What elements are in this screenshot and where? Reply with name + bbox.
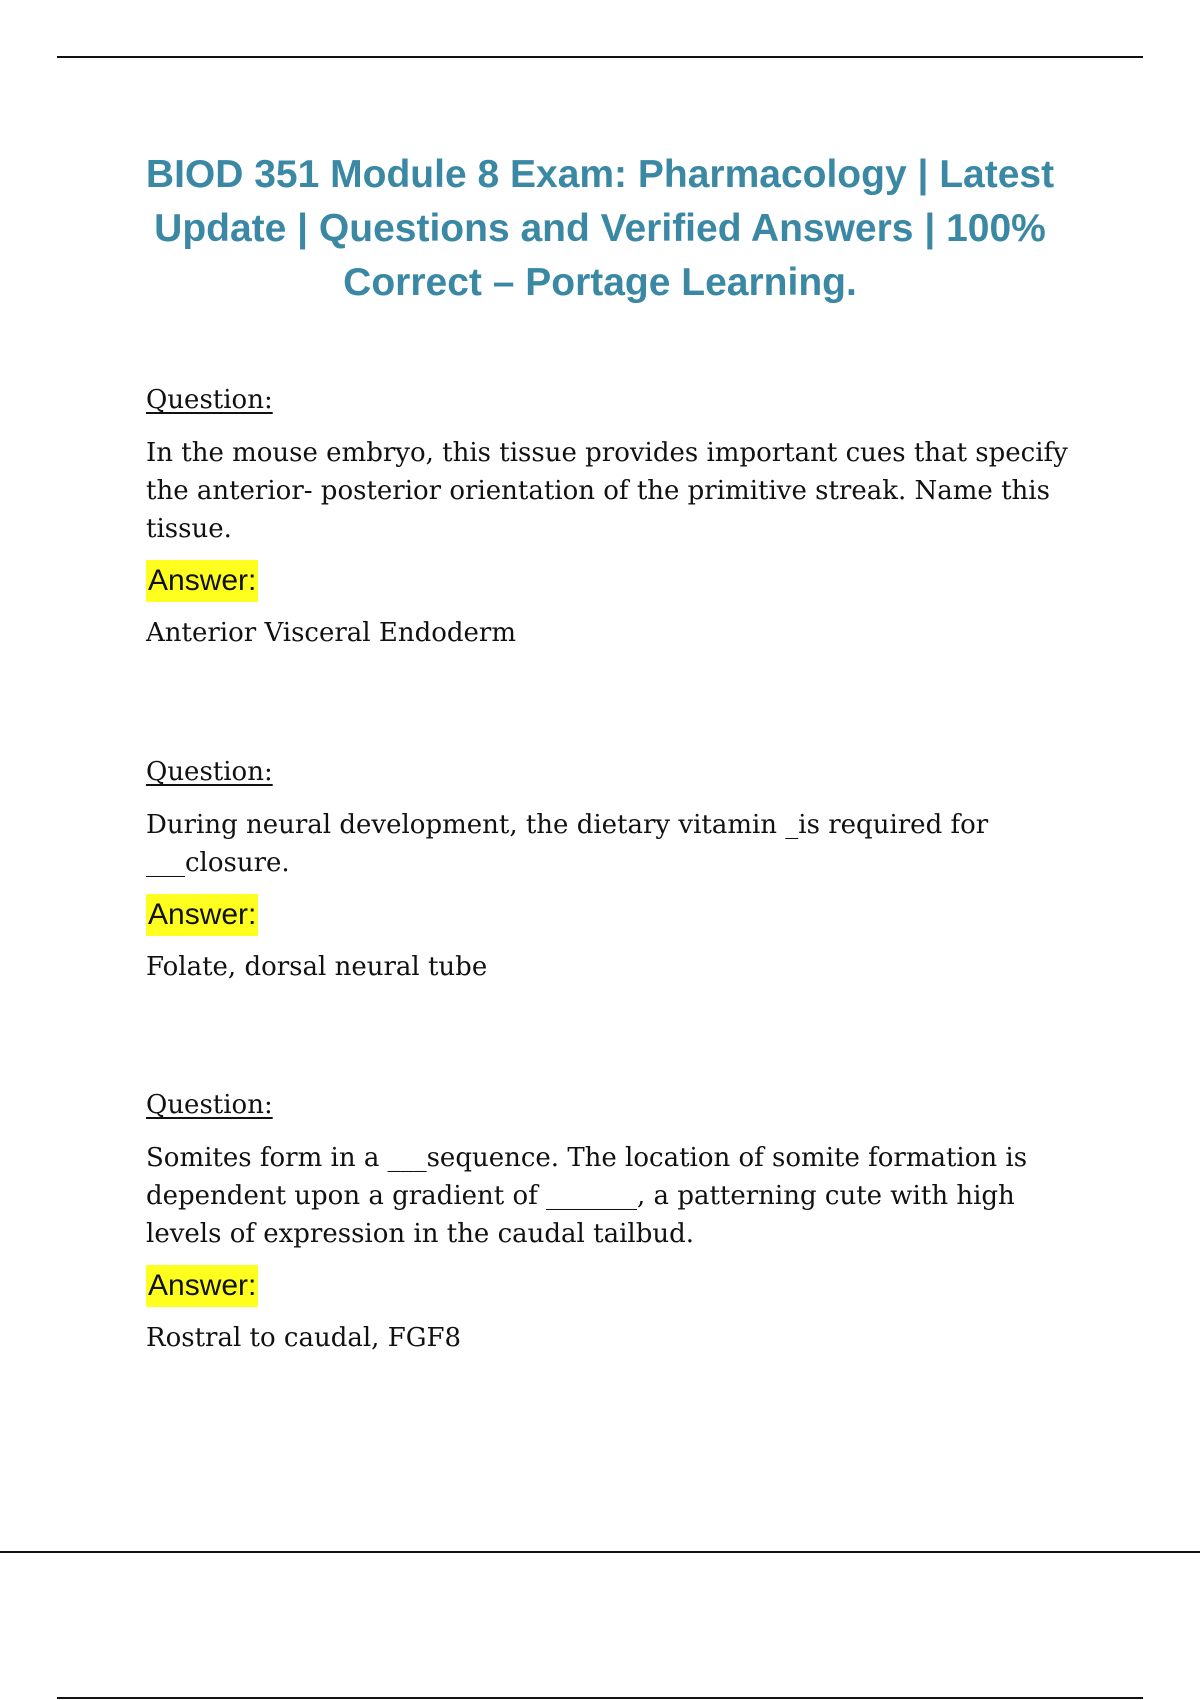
question-label: Question:	[146, 1090, 273, 1120]
question-text: Somites form in a ___sequence. The location of somite formation is dependent upon a gradient of _______, a patterning cute with high levels of expression in the caudal tailbud.	[146, 1143, 1028, 1249]
qa-item	[146, 1089, 1096, 1355]
question-text: During neural development, the dietary vitamin _is required for ___closure.	[146, 810, 989, 878]
answer-label: Answer:	[146, 560, 258, 602]
answer-text: Folate, dorsal neural tube	[146, 952, 488, 982]
question-text: In the mouse embryo, this tissue provides important cues that specify the anterior- posterior orientation of the primitive streak. Name this tissue.	[146, 438, 1068, 544]
answer-text: Anterior Visceral Endoderm	[146, 618, 517, 648]
qa-item	[146, 756, 1096, 984]
question-label: Question:	[146, 385, 273, 415]
question-label: Question:	[146, 757, 273, 787]
document-title: BIOD 351 Module 8 Exam: Pharmacology | Latest Update | Questions and Verified Answers | 100% Correct – Portage Learning.	[145, 153, 1055, 304]
answer-label: Answer:	[146, 894, 258, 936]
answer-label: Answer:	[146, 1265, 258, 1307]
page-break-rule	[0, 1551, 1200, 1553]
header-rule	[57, 56, 1143, 58]
answer-text: Rostral to caudal, FGF8	[146, 1323, 462, 1353]
qa-item	[146, 384, 1096, 650]
next-page-header-rule	[57, 1697, 1143, 1699]
